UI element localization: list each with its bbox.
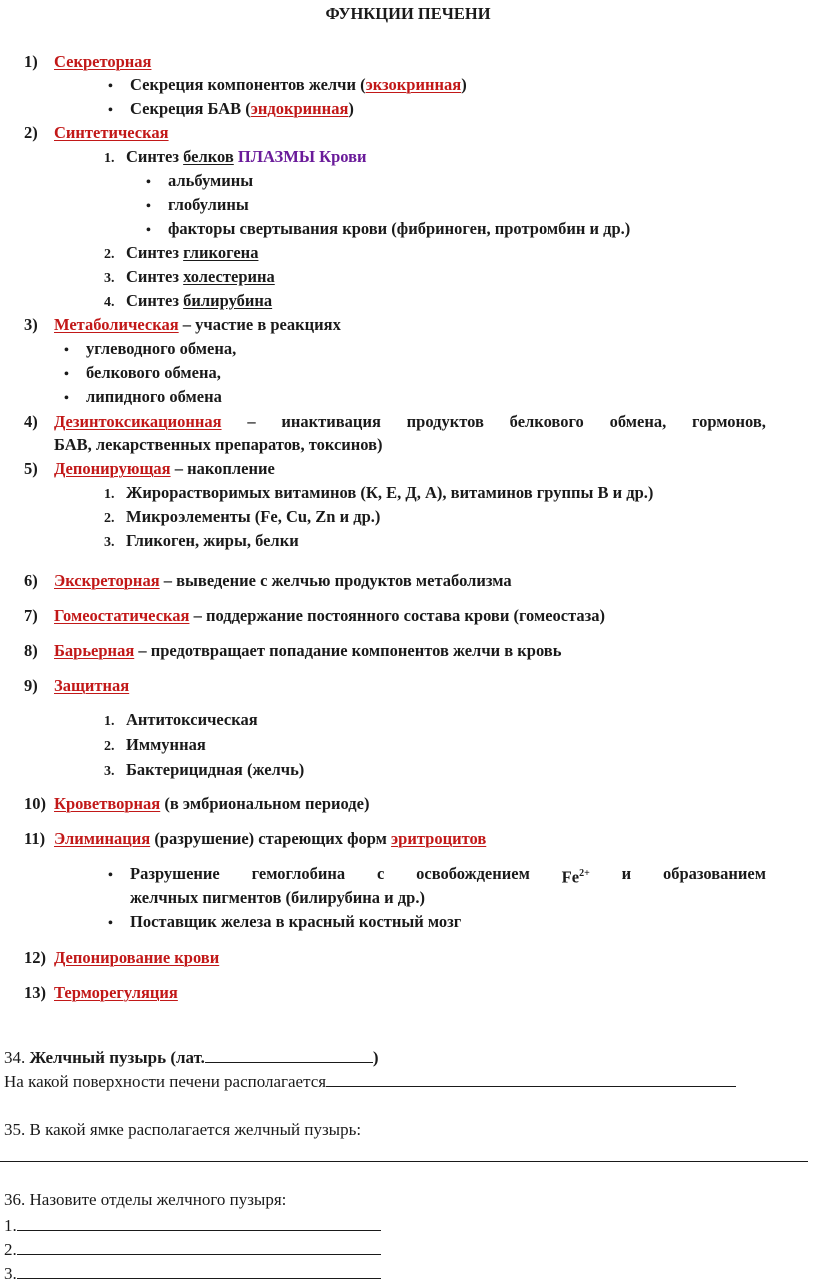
function-8: 8) Барьерная – предотвращает попадание компонентов желчи в кровь [24, 641, 562, 660]
list-item: • белкового обмена, [64, 363, 221, 385]
list-item: 1. Синтез белков ПЛАЗМЫ Крови [104, 147, 367, 166]
function-number: 12) [24, 948, 46, 967]
function-number: 2) [24, 123, 38, 142]
list-item: 2. Синтез гликогена [104, 243, 259, 262]
function-5: 5) Депонирующая – накопление [24, 459, 275, 478]
function-number: 6) [24, 571, 38, 590]
list-item: 3. Гликоген, жиры, белки [104, 531, 299, 550]
function-3: 3) Метаболическая – участие в реакциях [24, 315, 341, 334]
function-name: Барьерная [54, 641, 135, 660]
list-item: • углеводного обмена, [64, 339, 236, 361]
list-item-continuation: желчных пигментов (билирубина и др.) [130, 888, 425, 907]
function-name: Защитная [54, 676, 130, 695]
function-2 [24, 123, 169, 143]
bullet-icon: • [64, 343, 69, 358]
answer-blank[interactable] [17, 1214, 381, 1231]
bullet-icon: • [108, 916, 113, 931]
page-title: ФУНКЦИИ ПЕЧЕНИ [325, 4, 491, 23]
function-number: 9) [24, 676, 38, 695]
answer-line[interactable] [0, 1161, 808, 1162]
function-number: 7) [24, 606, 38, 625]
function-number: 13) [24, 983, 46, 1002]
function-number: 1) [24, 52, 38, 71]
function-name: Метаболическая [54, 315, 179, 334]
function-number: 3) [24, 315, 38, 334]
list-item: • факторы свертывания крови (фибриноген, протромбин и др.) [146, 219, 630, 241]
list-item: • глобулины [146, 195, 249, 217]
bullet-icon: • [108, 103, 113, 118]
function-name: Секреторная [54, 52, 152, 71]
list-item: • Секреция БАВ (эндокринная) [108, 99, 354, 121]
function-1 [24, 52, 151, 72]
list-item: • Поставщик железа в красный костный мозг [108, 912, 461, 934]
question-36: 36. Назовите отделы желчного пузыря: [4, 1190, 287, 1209]
function-name: Элиминация [54, 829, 151, 848]
function-name: Дезинтоксикационная [54, 412, 222, 431]
answer-item: 2. [4, 1238, 381, 1260]
bullet-icon: • [108, 79, 113, 94]
function-name: Синтетическая [54, 123, 169, 142]
function-number: 8) [24, 641, 38, 660]
function-name: Депонирование крови [54, 948, 220, 967]
list-item: • альбумины [146, 171, 253, 193]
answer-blank[interactable] [17, 1262, 381, 1279]
list-item: 4. Синтез билирубина [104, 291, 273, 310]
bullet-icon: • [64, 391, 69, 406]
bullet-icon: • [146, 175, 151, 190]
function-11: 11) Элиминация (разрушение) стареющих форм эритроцитов [24, 829, 487, 848]
function-13 [24, 983, 178, 1003]
list-item: 1. Жирорастворимых витаминов (К, Е, Д, А), витаминов группы В и др.) [104, 483, 654, 502]
list-item: 2. Иммунная [104, 735, 206, 754]
list-item: • липидного обмена [64, 387, 222, 409]
answer-blank[interactable] [326, 1070, 736, 1087]
answer-item: 3. [4, 1262, 381, 1284]
function-name: Экскреторная [54, 571, 160, 590]
function-number: 10) [24, 794, 46, 813]
question-34: 34. Желчный пузырь (лат. ) [4, 1048, 379, 1067]
function-name: Гомеостатическая [54, 606, 190, 625]
list-item: 3. Бактерицидная (желчь) [104, 760, 305, 779]
bullet-icon: • [146, 223, 151, 238]
function-number: 11) [24, 829, 46, 848]
function-6: 6) Экскреторная – выведение с желчью продуктов метаболизма [24, 571, 512, 590]
question-34-surface: На какой поверхности печени располагается [4, 1070, 736, 1092]
list-item: 1. Антитоксическая [104, 710, 258, 729]
answer-item: 1. [4, 1214, 381, 1236]
function-4-continuation: БАВ, лекарственных препаратов, токсинов) [54, 435, 383, 454]
function-name: Кроветворная [54, 794, 161, 813]
function-name: Депонирующая [54, 459, 171, 478]
function-number: 5) [24, 459, 38, 478]
bullet-icon: • [108, 868, 113, 883]
bullet-icon: • [64, 367, 69, 382]
function-number: 4) [24, 412, 38, 431]
bullet-icon: • [146, 199, 151, 214]
function-name: Терморегуляция [54, 983, 178, 1002]
question-35: 35. В какой ямке располагается желчный пузырь: [4, 1120, 362, 1139]
list-item: 3. Синтез холестерина [104, 267, 275, 286]
answer-blank[interactable] [17, 1238, 381, 1255]
function-10: 10) Кроветворная (в эмбриональном периоде) [24, 794, 370, 813]
list-item: • Разрушение гемоглобина с освобождением $Fe^{2+}$ и образованием [108, 864, 766, 887]
list-item: 2. Микроэлементы (Fe, Cu, Zn и др.) [104, 507, 381, 526]
function-4: 4) Дезинтоксикационная – инактивация продуктов белкового обмена, гормонов, [24, 412, 766, 431]
function-7: 7) Гомеостатическая – поддержание постоянного состава крови (гомеостаза) [24, 606, 606, 625]
function-12 [24, 948, 219, 968]
answer-blank[interactable] [205, 1046, 373, 1063]
function-9 [24, 676, 129, 696]
list-item: • Секреция компонентов желчи (экзокринная) [108, 75, 467, 97]
